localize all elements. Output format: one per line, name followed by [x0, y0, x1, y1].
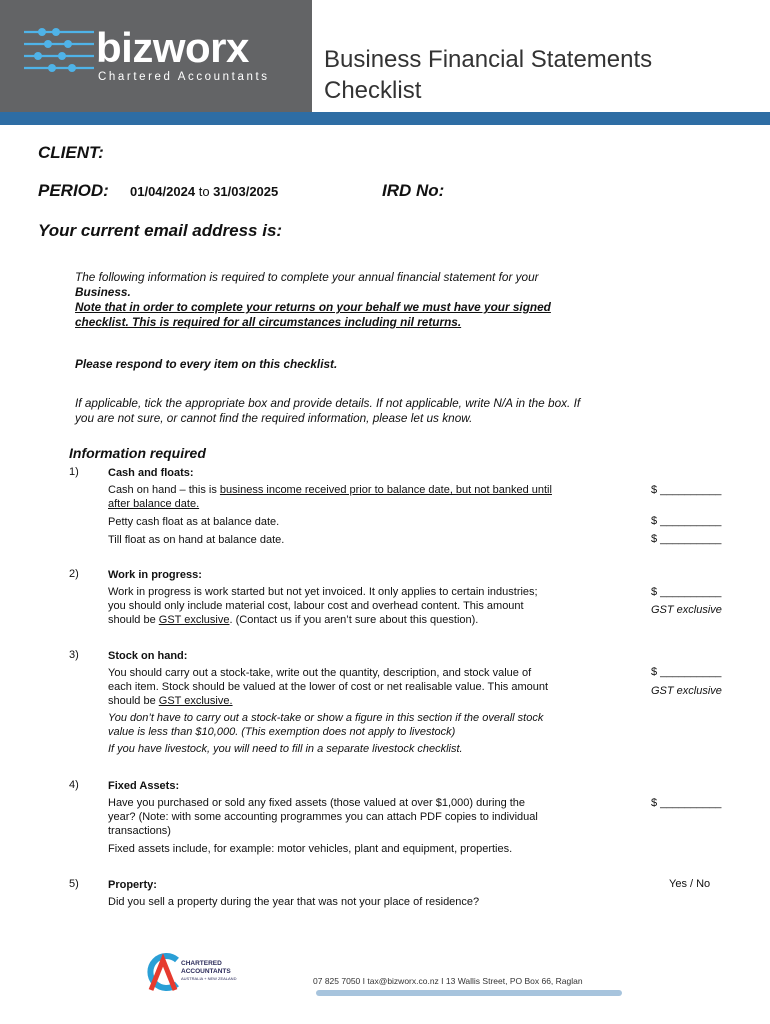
item-line: You should carry out a stock-take, write out the quantity, description, and stock value of: [108, 667, 532, 679]
item-line: [108, 613, 633, 627]
item-line: Petty cash float as at balance date.: [108, 516, 280, 528]
item-line: [108, 694, 633, 708]
item-number: 5): [69, 878, 79, 890]
section-heading: Information required: [69, 445, 206, 461]
footer-bar: [316, 990, 622, 996]
respond-instruction: Please respond to every item on this checklist.: [75, 357, 338, 371]
amount-field[interactable]: $ __________: [651, 515, 722, 527]
amount-field[interactable]: $ __________: [651, 586, 722, 598]
amount-field[interactable]: $ __________: [651, 666, 722, 678]
applicable-instruction: [75, 396, 715, 426]
item-line: Till float as on hand at balance date.: [108, 534, 285, 546]
footer-contact: 07 825 7050 I tax@bizworx.co.nz I 13 Wallis Street, PO Box 66, Raglan: [313, 976, 583, 986]
item-line: Have you purchased or sold any fixed assets (those valued at over $1,000) during the: [108, 797, 526, 809]
item-title: Work in progress:: [108, 569, 202, 581]
item-line: after balance date.: [108, 498, 200, 510]
gst-exclusive-note: GST exclusive: [651, 604, 722, 616]
item-number: 1): [69, 466, 79, 478]
checklist-item-fixed-assets: [108, 779, 633, 856]
ca-line-1: CHARTERED: [181, 960, 222, 967]
item-title: Stock on hand:: [108, 650, 188, 662]
header-rule: [0, 112, 770, 125]
item-title: Fixed Assets:: [108, 780, 180, 792]
item-line: You don’t have to carry out a stock-take or show a figure in this section if the overall stock: [108, 712, 544, 724]
item-line: If you have livestock, you will need to fill in a separate livestock checklist.: [108, 743, 463, 755]
item-text: . (Contact us if you aren’t sure about this question).: [229, 614, 479, 626]
item-text-underlined: business income received prior to balance date, but not banked until: [219, 484, 552, 496]
item-line: Fixed assets include, for example: motor vehicles, plant and equipment, properties.: [108, 843, 513, 855]
title-line-1: Business Financial Statements: [324, 46, 653, 73]
period-label: PERIOD:: [38, 181, 109, 200]
item-number: 4): [69, 779, 79, 791]
ca-line-2: ACCOUNTANTS: [181, 967, 231, 975]
bizworx-logo-mark-icon: [22, 24, 96, 76]
item-text: should be: [108, 614, 159, 626]
amount-field[interactable]: $ __________: [651, 797, 722, 809]
note-line-1: Note that in order to complete your returns on your behalf we must have your signed: [75, 300, 551, 314]
yes-no-field[interactable]: Yes / No: [669, 878, 711, 890]
item-line: transactions): [108, 825, 171, 837]
period-to: to: [198, 184, 210, 199]
gst-exclusive-note: GST exclusive: [651, 685, 722, 697]
title-line-2: Checklist: [324, 77, 422, 104]
email-label: Your current email address is:: [38, 221, 283, 240]
checklist-item-property: [108, 878, 633, 909]
checklist-item-stock: [108, 649, 633, 756]
item-line: [108, 483, 633, 497]
item-line: you should only include material cost, labour cost and overhead content. This amount: [108, 600, 524, 612]
note-line-2: checklist. This is required for all circumstances including nil returns.: [75, 315, 462, 329]
applicable-line-1: If applicable, tick the appropriate box and provide details. If not applicable, write N/A in the box. If: [75, 396, 581, 410]
item-text-underlined: GST exclusive: [158, 614, 230, 626]
period-start: 01/04/2024: [130, 184, 196, 199]
item-number: 3): [69, 649, 79, 661]
item-text-underlined: GST exclusive.: [158, 695, 233, 707]
item-text: should be: [108, 695, 159, 707]
period-end: 31/03/2025: [213, 184, 279, 199]
ca-logo-text: [181, 960, 236, 983]
item-title: Cash and floats:: [108, 467, 194, 479]
intro-paragraph: [75, 270, 695, 330]
chartered-accountants-logo-icon: [141, 950, 185, 994]
item-text: Cash on hand – this is: [108, 484, 220, 496]
intro-line-2: Business.: [75, 285, 131, 299]
item-number: 2): [69, 568, 79, 580]
item-line: value is less than $10,000. (This exemption does not apply to livestock): [108, 726, 456, 738]
item-line: each item. Stock should be valued at the lower of cost or net realisable value. This amount: [108, 681, 549, 693]
page-title: [324, 44, 652, 106]
applicable-line-2: you are not sure, or cannot find the required information, please let us know.: [75, 411, 473, 425]
item-line: Work in progress is work started but not yet invoiced. It only applies to certain industries;: [108, 586, 538, 598]
brand-subtitle: Chartered Accountants: [98, 71, 270, 83]
item-line: year? (Note: with some accounting programmes you can attach PDF copies to individual: [108, 811, 538, 823]
checklist-item-wip: [108, 568, 633, 627]
client-label: CLIENT:: [38, 143, 104, 162]
item-line: Did you sell a property during the year that was not your place of residence?: [108, 896, 480, 908]
amount-field[interactable]: $ __________: [651, 484, 722, 496]
period-range: [130, 184, 278, 199]
ird-label: IRD No:: [382, 181, 445, 200]
ca-line-3: AUSTRALIA + NEW ZEALAND: [181, 976, 237, 981]
intro-line-1: The following information is required to complete your annual financial statement for your: [75, 270, 539, 284]
checklist-item-cash: [108, 466, 633, 547]
amount-field[interactable]: $ __________: [651, 533, 722, 545]
brand-name: bizworx: [96, 24, 249, 71]
item-title: Property:: [108, 879, 157, 891]
